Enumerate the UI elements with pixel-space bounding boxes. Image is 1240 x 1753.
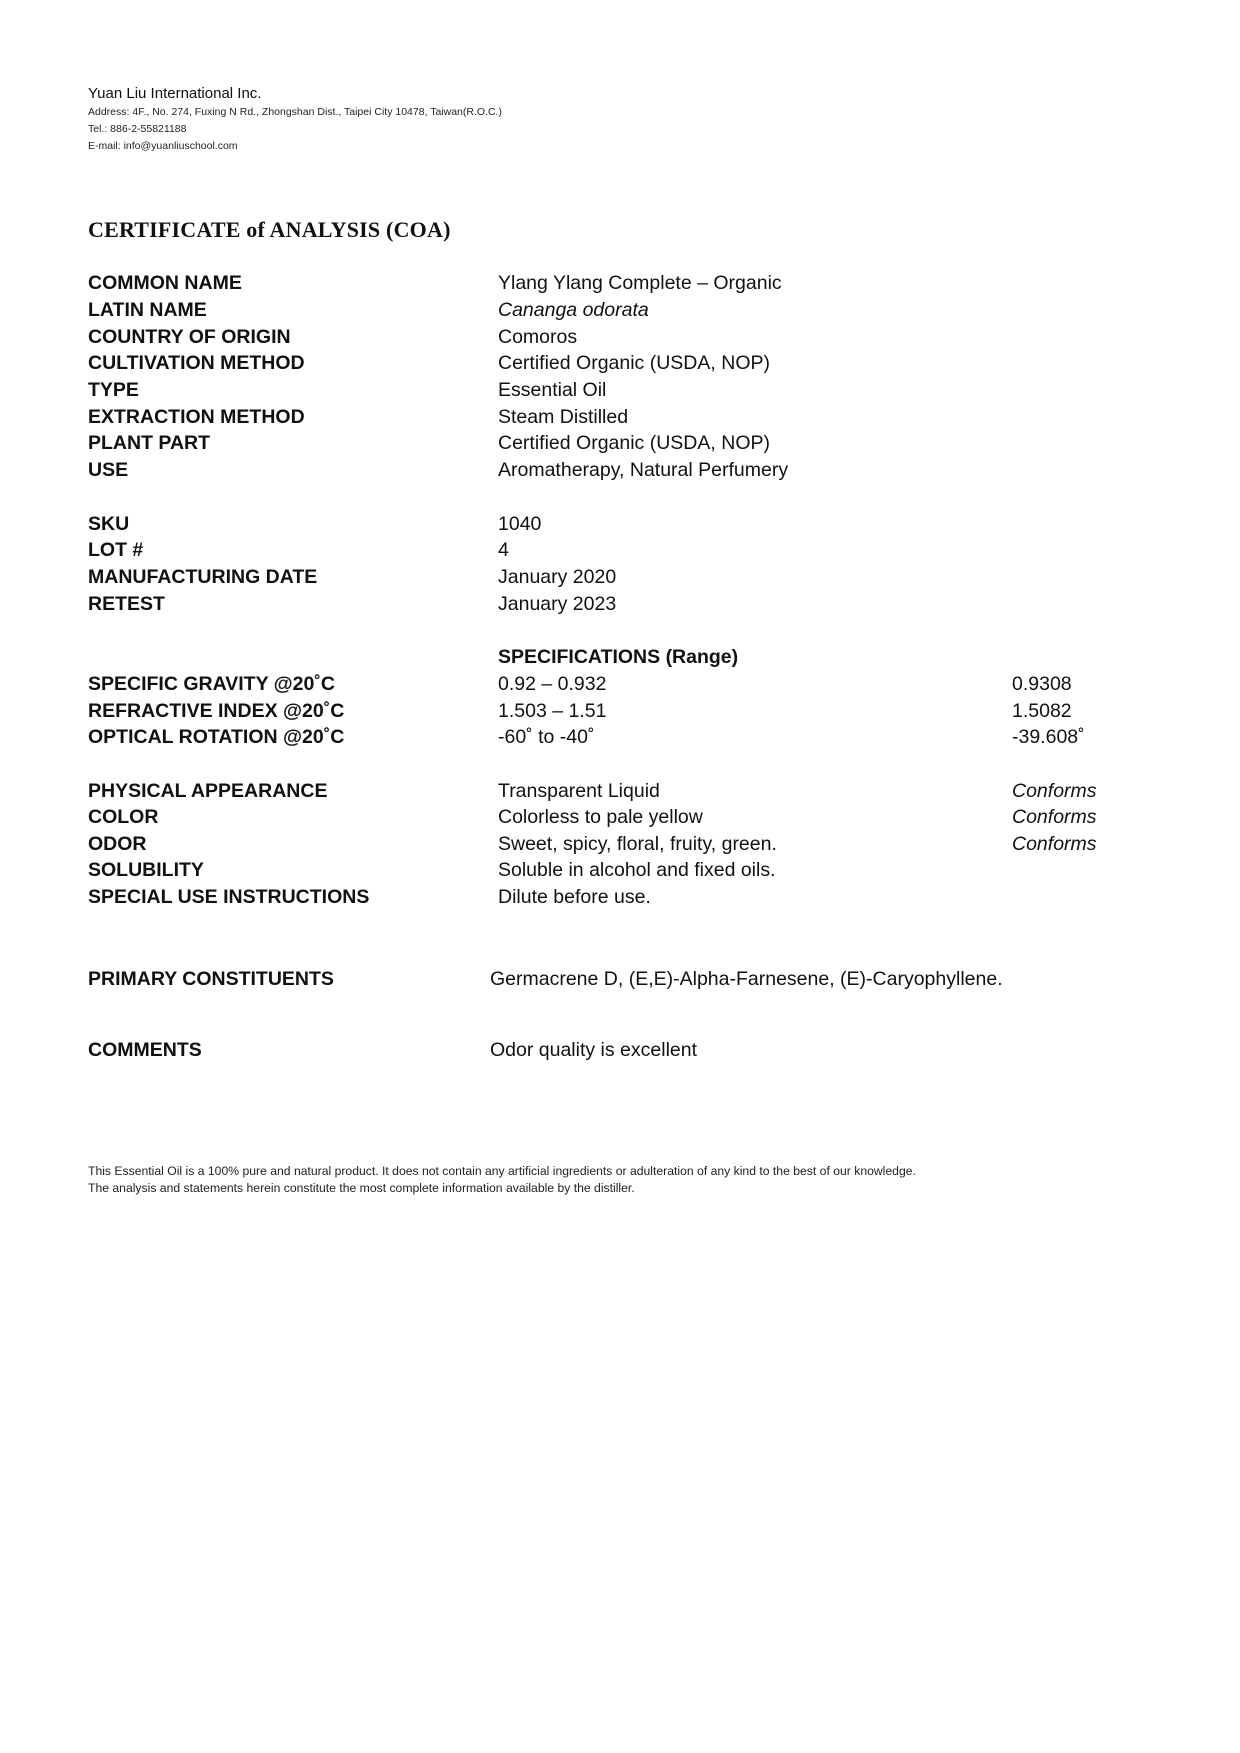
use-value: Aromatherapy, Natural Perfumery (498, 459, 789, 481)
color-result: Conforms (1012, 806, 1097, 828)
comments-label: COMMENTS (88, 1039, 202, 1061)
lot-value: 4 (498, 539, 509, 561)
cultivation-method-label: CULTIVATION METHOD (88, 352, 305, 374)
latin-name-label: LATIN NAME (88, 299, 207, 321)
solubility-value: Soluble in alcohol and fixed oils. (498, 859, 776, 881)
optical-rotation-result: -39.608˚ (1012, 726, 1085, 748)
physical-appearance-value: Transparent Liquid (498, 780, 660, 802)
sku-value: 1040 (498, 513, 542, 535)
company-tel: Tel.: 886-2-55821188 (88, 123, 187, 135)
special-use-instructions-label: SPECIAL USE INSTRUCTIONS (88, 886, 370, 908)
company-name: Yuan Liu International Inc. (88, 85, 262, 102)
type-value: Essential Oil (498, 379, 607, 401)
latin-name-value: Cananga odorata (498, 299, 649, 321)
solubility-label: SOLUBILITY (88, 859, 204, 881)
extraction-method-value: Steam Distilled (498, 406, 629, 428)
special-use-instructions-value: Dilute before use. (498, 886, 651, 908)
cultivation-method-value: Certified Organic (USDA, NOP) (498, 352, 770, 374)
color-value: Colorless to pale yellow (498, 806, 703, 828)
country-of-origin-label: COUNTRY OF ORIGIN (88, 326, 291, 348)
specific-gravity-range: 0.92 – 0.932 (498, 673, 607, 695)
optical-rotation-range: -60˚ to -40˚ (498, 726, 595, 748)
refractive-index-label: REFRACTIVE INDEX @20˚C (88, 700, 345, 722)
color-label: COLOR (88, 806, 159, 828)
physical-appearance-result: Conforms (1012, 780, 1097, 802)
plant-part-value: Certified Organic (USDA, NOP) (498, 432, 770, 454)
common-name-value: Ylang Ylang Complete – Organic (498, 272, 782, 294)
country-of-origin-value: Comoros (498, 326, 578, 348)
optical-rotation-label: OPTICAL ROTATION @20˚C (88, 726, 345, 748)
specifications-header: SPECIFICATIONS (Range) (498, 646, 739, 668)
type-label: TYPE (88, 379, 139, 401)
manufacturing-date-value: January 2020 (498, 566, 617, 588)
common-name-label: COMMON NAME (88, 272, 242, 294)
specific-gravity-label: SPECIFIC GRAVITY @20˚C (88, 673, 335, 695)
company-email: E-mail: info@yuanliuschool.com (88, 140, 238, 152)
company-address: Address: 4F., No. 274, Fuxing N Rd., Zhongshan Dist., Taipei City 10478, Taiwan(R.O.C.) (88, 106, 502, 118)
odor-label: ODOR (88, 833, 147, 855)
retest-value: January 2023 (498, 593, 617, 615)
sku-label: SKU (88, 513, 130, 535)
lot-label: LOT # (88, 539, 144, 561)
use-label: USE (88, 459, 129, 481)
refractive-index-result: 1.5082 (1012, 700, 1072, 722)
odor-value: Sweet, spicy, floral, fruity, green. (498, 833, 777, 855)
document-title: CERTIFICATE of ANALYSIS (COA) (88, 217, 451, 242)
primary-constituents-value: Germacrene D, (E,E)-Alpha-Farnesene, (E)-Caryophyllene. (490, 968, 1003, 990)
retest-label: RETEST (88, 593, 165, 615)
refractive-index-range: 1.503 – 1.51 (498, 700, 607, 722)
plant-part-label: PLANT PART (88, 432, 211, 454)
manufacturing-date-label: MANUFACTURING DATE (88, 566, 318, 588)
disclaimer-line-2: The analysis and statements herein constitute the most complete information available by the distiller. (88, 1181, 635, 1195)
disclaimer-line-1: This Essential Oil is a 100% pure and natural product. It does not contain any artificial ingredients or adulteration of any kind to the best of our knowledge. (88, 1164, 916, 1178)
comments-value: Odor quality is excellent (490, 1039, 698, 1061)
specific-gravity-result: 0.9308 (1012, 673, 1072, 695)
primary-constituents-label: PRIMARY CONSTITUENTS (88, 968, 334, 990)
extraction-method-label: EXTRACTION METHOD (88, 406, 305, 428)
odor-result: Conforms (1012, 833, 1097, 855)
physical-appearance-label: PHYSICAL APPEARANCE (88, 780, 328, 802)
